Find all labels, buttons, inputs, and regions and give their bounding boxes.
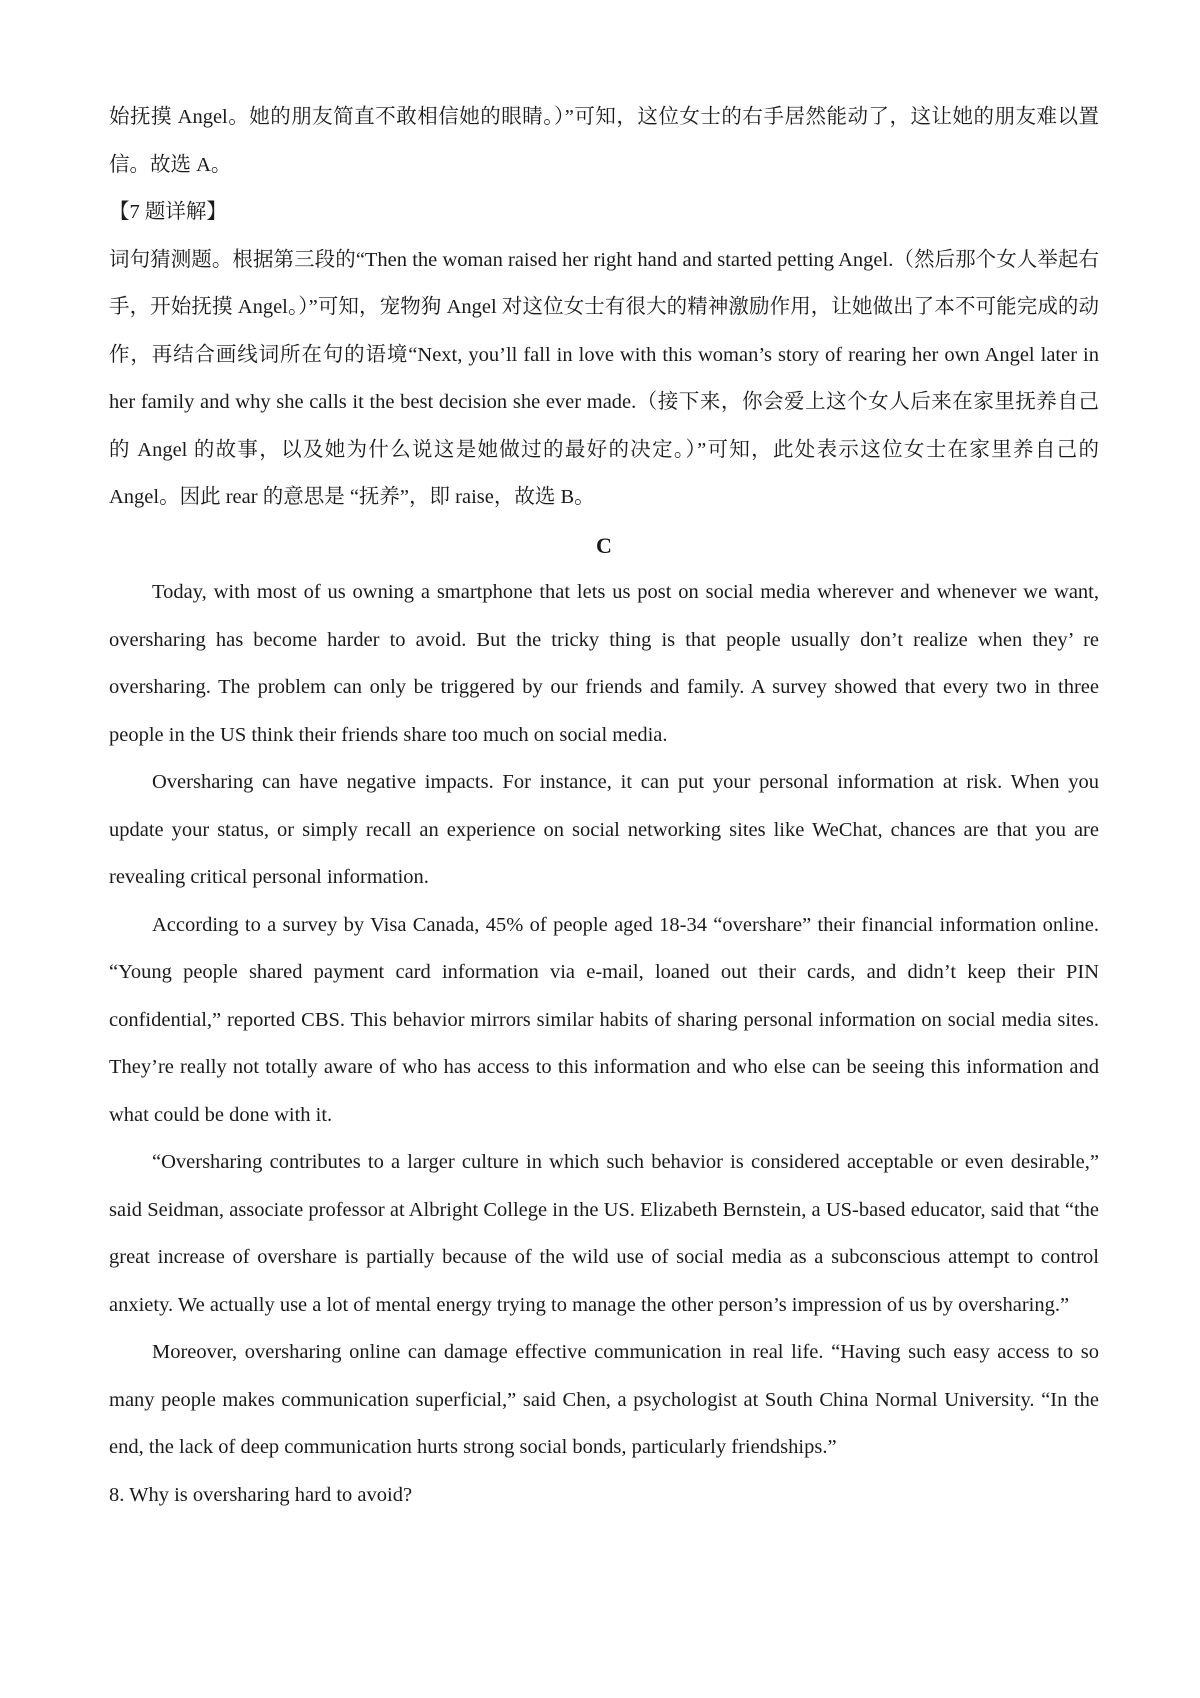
explanation-7-heading: 【7 题详解】 — [109, 201, 227, 223]
passage-paragraph-5: Moreover, oversharing online can damage effective communication in real life. “Having such easy access to so many people makes communication superficial,” said Chen, a psychologist at South China Normal University. “In the end, the lack of deep communication hurts strong social bonds, particularly friendships.” — [109, 1341, 1099, 1458]
explanation-6-continuation: 始抚摸 Angel。她的朋友简直不敢相信她的眼睛。）”可知，这位女士的右手居然能动了，这让她的朋友难以置信。故选 A。 — [109, 106, 1099, 176]
passage-paragraph-1: Today, with most of us owning a smartphone that lets us post on social media wherever and whenever we want, oversharing has become harder to avoid. But the tricky thing is that people usually don’t realize when they’ re oversharing. The problem can only be triggered by our friends and family. A survey showed that every two in three people in the US think their friends share too much on social media. — [109, 581, 1099, 746]
document-page — [109, 94, 1099, 1519]
passage-section-title: C — [596, 532, 612, 558]
explanation-7-body: 词句猜测题。根据第三段的“Then the woman raised her right hand and started petting Angel.（然后那个女人举起右手，开始抚摸 Angel。）”可知，宠物狗 Angel 对这位女士有很大的精神激励作用，让她做出了本不可能完成的动作，再结合画线词所在句的语境“Next, you’ll fall in love with this woman’s story of rearing her own Angel later in her family and why she calls it the best decision she ever made.（接下来，你会爱上这个女人后来在家里抚养自己的 Angel 的故事，以及她为什么说这是她做过的最好的决定。）”可知，此处表示这位女士在家里养自己的 Angel。因此 rear 的意思是 “抚养”，即 raise，故选 B。 — [109, 248, 1099, 508]
question-8: 8. Why is oversharing hard to avoid? — [109, 1483, 413, 1506]
passage-paragraph-2: Oversharing can have negative impacts. For instance, it can put your personal information at risk. When you update your status, or simply recall an experience on social networking sites like WeChat, chances are that you are revealing critical personal information. — [109, 771, 1099, 888]
passage-paragraph-4: “Oversharing contributes to a larger culture in which such behavior is considered acceptable or even desirable,” said Seidman, associate professor at Albright College in the US. Elizabeth Bernstein, a US-based educator, said that “the great increase of overshare is partially because of the wild use of social media as a subconscious attempt to control anxiety. We actually use a lot of mental energy trying to manage the other person’s impression of us by oversharing.” — [109, 1151, 1099, 1316]
passage-paragraph-3: According to a survey by Visa Canada, 45% of people aged 18-34 “overshare” their financial information online. “Young people shared payment card information via e-mail, loaned out their cards, and didn’t keep their PIN confidential,” reported CBS. This behavior mirrors similar habits of sharing personal information on social media sites. They’re really not totally aware of who has access to this information and who else can be seeing this information and what could be done with it. — [109, 913, 1099, 1126]
